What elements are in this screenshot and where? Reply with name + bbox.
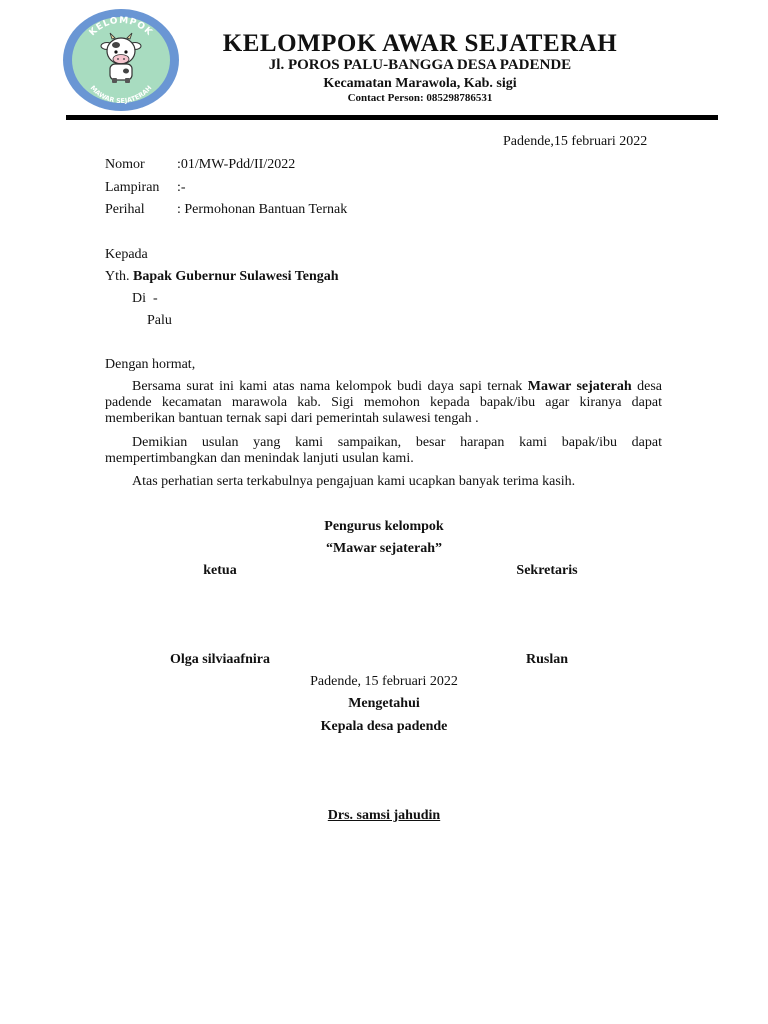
paragraph-1 (105, 379, 662, 427)
organization-contact: Contact Person: 085298786531 (347, 92, 493, 104)
paragraph-3 (105, 474, 662, 490)
acknowledge-label: Mengetahui (348, 696, 420, 711)
left-signer-role: ketua (203, 563, 237, 578)
letter-date: Padende,15 februari 2022 (503, 134, 648, 149)
recipient-name: Bapak Gubernur Sulawesi Tengah (133, 269, 339, 284)
village-head-name: Drs. samsi jahudin (327, 808, 441, 823)
paragraph-1-text-b: desa padende kecamatan marawola kab. Sigi memohon kepada bapak/ibu agar kiranya dapat memberikan bantuan ternak sapi dari pemerintah sulawesi tengah . (105, 379, 663, 426)
recipient-di: Di - (132, 291, 158, 306)
cow-logo-icon (62, 8, 180, 112)
organization-name: KELOMPOK AWAR SEJATERAH (222, 30, 618, 57)
recipient-line (105, 269, 339, 285)
left-signer-name: Olga silviaafnira (170, 652, 270, 667)
meta-label-perihal: Perihal (105, 202, 145, 217)
meta-value-lampiran: :- (177, 180, 186, 195)
paragraph-2-text: Demikian usulan yang kami sampaikan, besar harapan kami bapak/ibu dapat mempertimbangkan dan menindak lanjuti usulan kami. (105, 435, 662, 466)
letterhead-divider (66, 115, 718, 120)
recipient-honorific: Yth. (105, 269, 130, 284)
greeting: Dengan hormat, (105, 357, 196, 372)
paragraph-3-text: Atas perhatian serta terkabulnya pengajuan kami ucapkan banyak terima kasih. (132, 474, 576, 489)
group-title: Pengurus kelompok (324, 519, 444, 534)
village-head-title: Kepala desa padende (320, 719, 448, 734)
meta-label-lampiran: Lampiran (105, 180, 160, 195)
paragraph-2 (105, 435, 662, 467)
second-date: Padende, 15 februari 2022 (310, 674, 458, 689)
recipient-city: Palu (147, 313, 172, 328)
organization-logo (62, 8, 180, 112)
right-signer-name: Ruslan (525, 652, 569, 667)
logo-text-bottom: MAWAR SEJATERAH (88, 83, 154, 106)
paragraph-1-bold: Mawar sejaterah (527, 379, 632, 394)
organization-address: Jl. POROS PALU-BANGGA DESA PADENDE (268, 57, 572, 73)
meta-label-nomor: Nomor (105, 157, 145, 172)
meta-value-nomor: :01/MW-Pdd/II/2022 (177, 157, 296, 172)
group-name: “Mawar sejaterah” (326, 541, 442, 556)
logo-text-top: KELOMPOK (87, 15, 155, 39)
right-signer-role: Sekretaris (516, 563, 578, 578)
recipient-label: Kepada (105, 247, 148, 262)
organization-district: Kecamatan Marawola, Kab. sigi (323, 76, 517, 91)
meta-value-perihal: : Permohonan Bantuan Ternak (177, 202, 348, 217)
paragraph-1-text-a: Bersama surat ini kami atas nama kelompok budi daya sapi ternak (132, 379, 523, 394)
